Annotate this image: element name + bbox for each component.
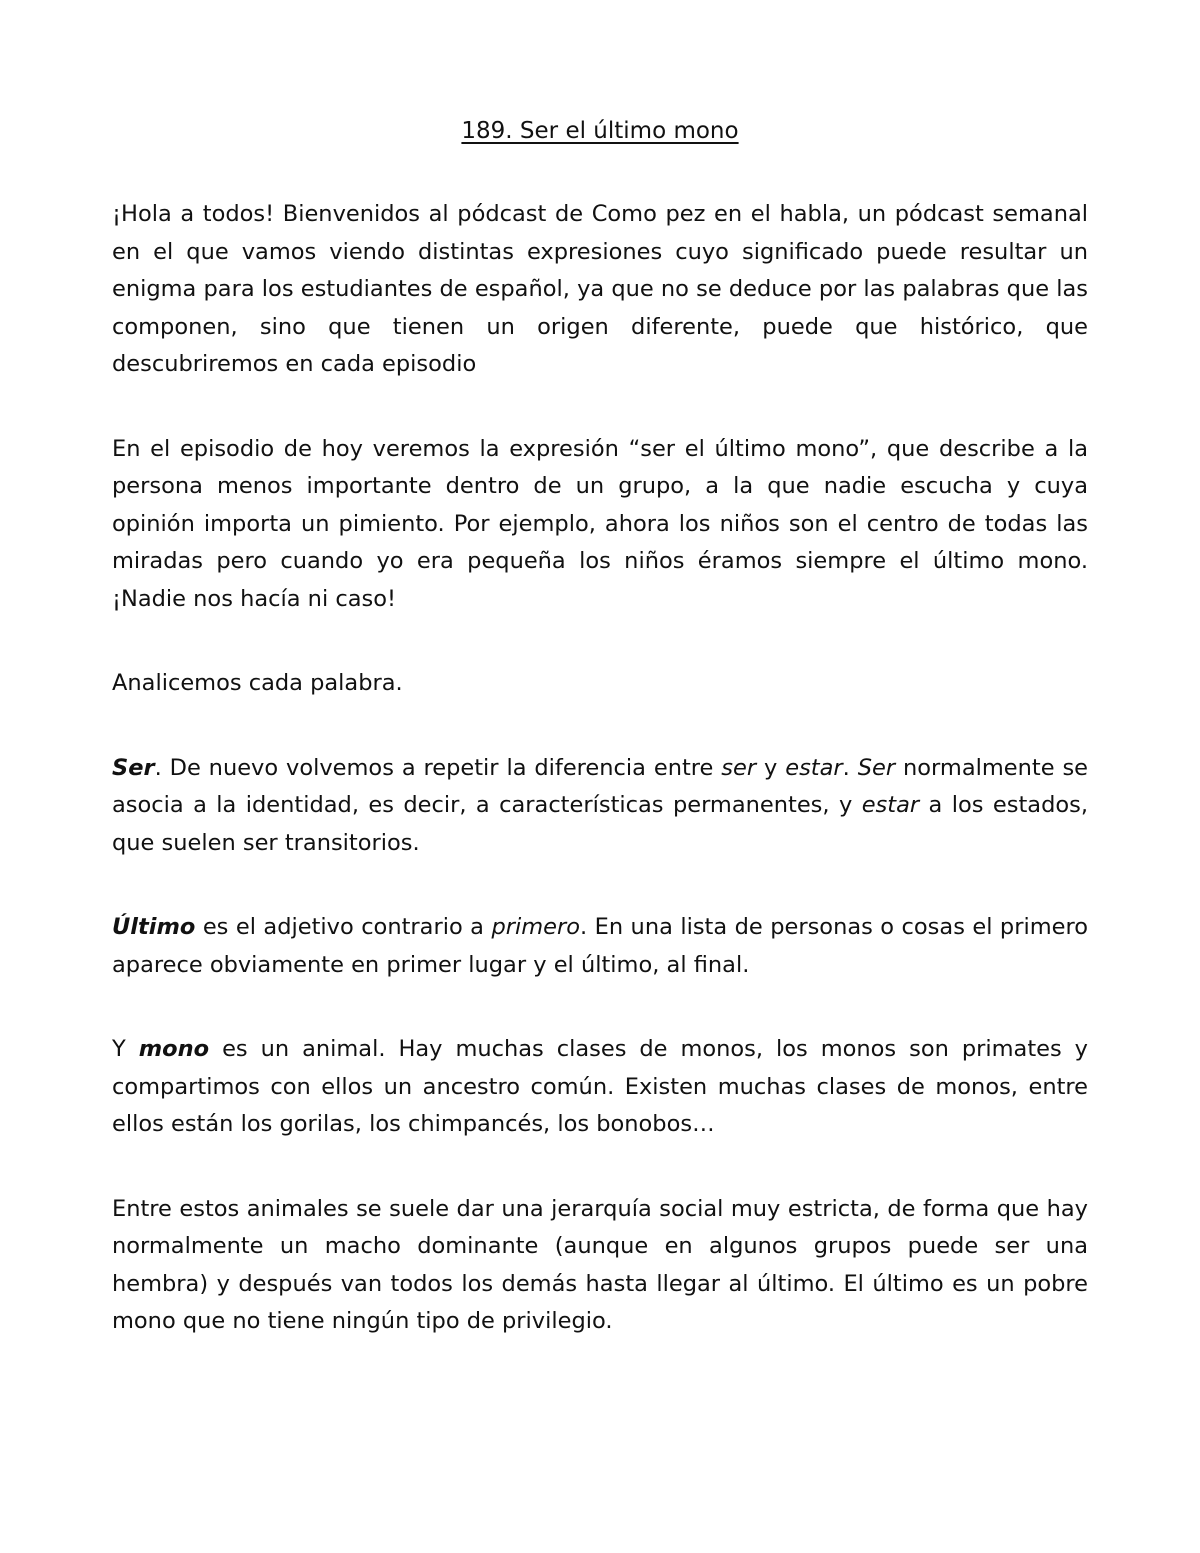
hierarchy-paragraph: Entre estos animales se suele dar una jerarquía social muy estricta, de forma que hay normalmente un macho dominante (aunque en algunos grupos puede ser una hembra) y después van todos los demás hasta llegar al último. El último es un pobre mono que no tiene ningún tipo de privilegio. (112, 1195, 1088, 1334)
intro-paragraph: ¡Hola a todos! Bienvenidos al pódcast de Como pez en el habla, un pódcast semanal en el que vamos viendo distintas expresiones cuyo significado puede resultar un enigma para los estudiantes de español, ya que no se deduce por las palabras que las componen, sino que tienen un origen diferente, puede que histórico, que descubriremos en cada episodio (112, 201, 1088, 377)
text-segment: a los estados, que suelen ser transitorios. (112, 792, 1088, 856)
text-segment: normalmente se asocia a la identidad, es decir, a características permanentes, y (112, 754, 1089, 818)
ultimo-paragraph (112, 909, 1088, 984)
episode-paragraph: En el episodio de hoy veremos la expresión “ser el último mono”, que describe a la persona menos importante dentro de un grupo, a la que nadie escucha y cuya opinión importa un pimiento. Por ejemplo, ahora los niños son el centro de todas las miradas pero cuando yo era pequeña los niños éramos siempre el último mono. ¡Nadie nos hacía ni caso! (112, 435, 1088, 612)
text-segment: es el adjetivo contrario a (195, 914, 492, 940)
term-ser: Ser (112, 754, 155, 781)
document-title: 189. Ser el último mono (461, 118, 739, 144)
text-segment: Y (112, 1036, 139, 1062)
text-segment: y (756, 754, 786, 781)
term-mono: mono (138, 1036, 210, 1062)
text-segment: . (842, 754, 858, 781)
word-ser: ser (721, 754, 757, 781)
ser-paragraph (112, 750, 1088, 863)
term-ultimo: Último (112, 914, 196, 940)
word-estar: estar (785, 754, 843, 781)
text-segment: . De nuevo volvemos a repetir la diferencia entre (154, 754, 722, 781)
word-primero: primero (491, 914, 580, 940)
document-page (112, 112, 1088, 1388)
word-ser: Ser (857, 754, 896, 781)
analyze-paragraph: Analicemos cada palabra. (112, 670, 403, 696)
text-segment: . En una lista de personas o cosas el primero aparece obviamente en primer lugar y el último, al final. (112, 914, 1088, 978)
text-segment: es un animal. Hay muchas clases de monos, los monos son primates y compartimos con ellos un ancestro común. Existen muchas clases de monos, entre ellos están los gorilas, los chimpancés, los bonobos… (112, 1036, 1088, 1137)
mono-paragraph (112, 1031, 1088, 1144)
word-estar: estar (861, 792, 920, 818)
